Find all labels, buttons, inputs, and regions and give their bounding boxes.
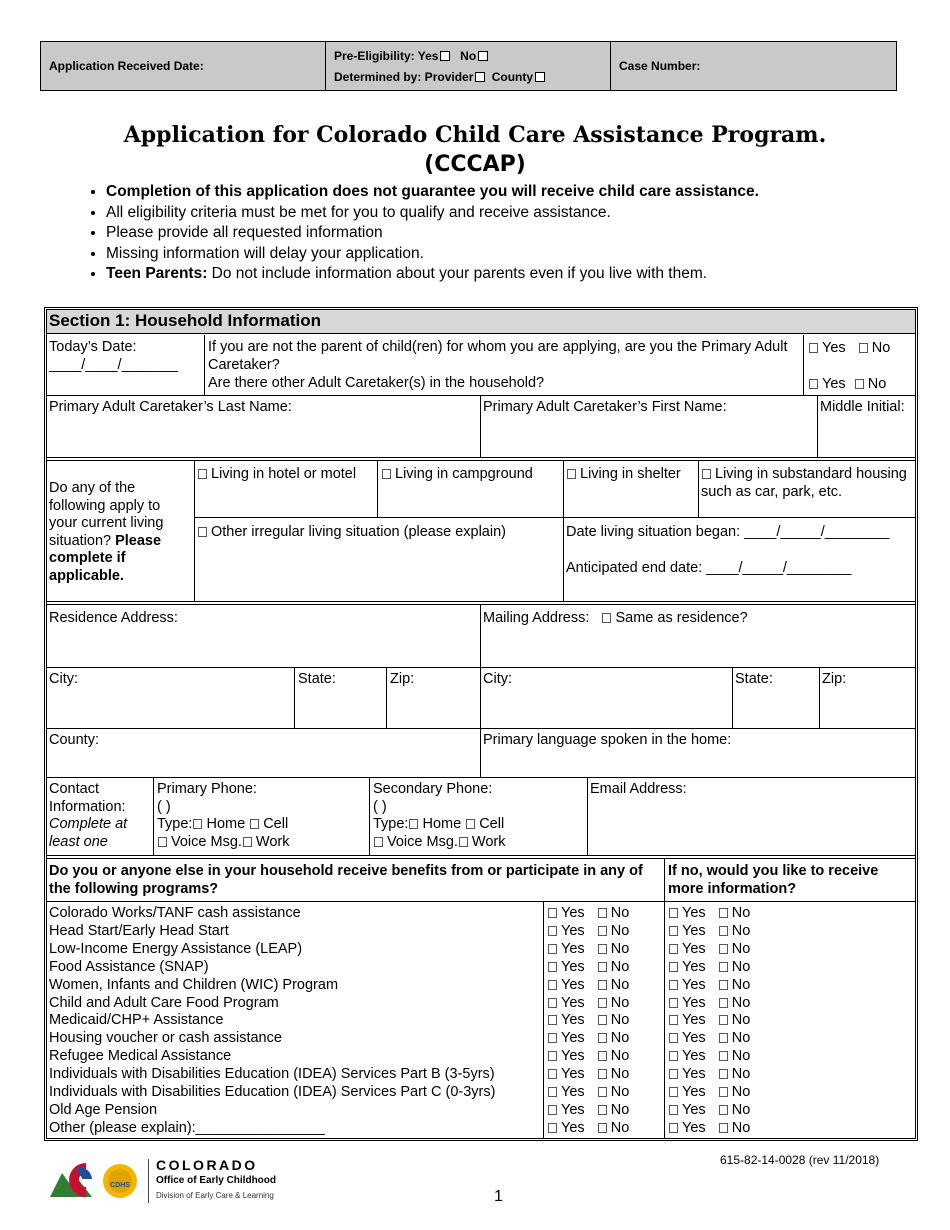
more-info-yes-checkbox[interactable] — [669, 1105, 678, 1115]
form-number: 615-82-14-0028 (rev 11/2018) — [720, 1153, 880, 1167]
program-row: Other (please explain):________________ — [49, 1119, 325, 1136]
program-participation-row — [547, 1066, 662, 1084]
residence-state-label: State: — [298, 671, 336, 687]
mailing-city-label: City: — [483, 671, 512, 687]
more-info-row — [668, 977, 783, 995]
program-participation-yes-checkbox[interactable] — [548, 998, 557, 1008]
program-participation-no-checkbox[interactable] — [598, 998, 607, 1008]
residence-city-label: City: — [49, 671, 78, 687]
more-info-yes-checkbox[interactable] — [669, 1069, 678, 1079]
shelter-checkbox[interactable] — [567, 469, 576, 479]
program-participation-no-checkbox[interactable] — [598, 1123, 607, 1133]
program-row: Child and Adult Care Food Program — [49, 994, 279, 1011]
case-number-label: Case Number: — [619, 59, 701, 73]
substandard-checkbox[interactable] — [702, 469, 711, 479]
last-name-input[interactable] — [49, 418, 477, 456]
program-row: Medicaid/CHP+ Assistance — [49, 1012, 224, 1029]
anticipated-end-field[interactable]: Anticipated end date: ____/_____/________ — [566, 560, 852, 576]
more-info-no-checkbox[interactable] — [719, 1105, 728, 1115]
teen-parents-text: Do not include information about your parents even if you live with them. — [207, 265, 708, 283]
program-participation-row — [547, 923, 662, 941]
program-participation-yes-checkbox[interactable] — [548, 908, 557, 918]
more-info-yes-checkbox[interactable] — [669, 1087, 678, 1097]
program-row: Food Assistance (SNAP) — [49, 958, 209, 975]
other-caretaker-question: Are there other Adult Caretaker(s) in the household? — [208, 375, 545, 391]
colorado-oec-logo — [48, 1157, 288, 1205]
yes-label: Yes — [561, 905, 585, 921]
mailing-zip-label: Zip: — [822, 671, 847, 687]
program-participation-yes-checkbox[interactable] — [548, 1087, 557, 1097]
program-participation-row — [547, 995, 662, 1013]
primary-language-label: Primary language spoken in the home: — [483, 732, 732, 748]
primary-caretaker-answer: Yes No — [808, 340, 890, 356]
yes-label: Yes — [682, 1030, 706, 1047]
primary-voice-checkbox[interactable] — [158, 837, 167, 847]
campground-checkbox[interactable] — [382, 469, 391, 479]
residence-zip-label: Zip: — [390, 671, 415, 687]
no-label: No — [610, 958, 630, 975]
primary-caretaker-yes-checkbox[interactable] — [809, 343, 818, 353]
program-participation-no-checkbox[interactable] — [598, 1033, 607, 1043]
same-as-residence-checkbox[interactable] — [602, 613, 611, 623]
program-participation-no-checkbox[interactable] — [598, 1015, 607, 1025]
program-participation-yes-checkbox[interactable] — [548, 980, 557, 990]
more-info-no-checkbox[interactable] — [719, 1051, 728, 1061]
yes-label: Yes — [682, 1101, 706, 1118]
pre-elig-no-checkbox[interactable] — [478, 51, 488, 61]
no-label: No — [610, 1030, 630, 1047]
program-participation-no-checkbox[interactable] — [598, 1087, 607, 1097]
page-title: Application for Colorado Child Care Assistance Program. — [123, 122, 827, 148]
secondary-home-checkbox[interactable] — [409, 819, 418, 829]
determined-by-label: Determined by: Provider — [334, 69, 474, 84]
more-info-yes-checkbox[interactable] — [669, 1051, 678, 1061]
no-label: No — [610, 940, 630, 957]
more-info-yes-checkbox[interactable] — [669, 980, 678, 990]
program-participation-no-checkbox[interactable] — [598, 962, 607, 972]
no-label: No — [610, 922, 630, 939]
other-caretaker-no-checkbox[interactable] — [855, 379, 864, 389]
program-row: Low-Income Energy Assistance (LEAP) — [49, 940, 303, 957]
more-info-yes-checkbox[interactable] — [669, 926, 678, 936]
mailing-state-label: State: — [735, 671, 773, 687]
yes-label: Yes — [561, 976, 585, 993]
program-participation-yes-checkbox[interactable] — [548, 962, 557, 972]
pre-eligibility-cell — [326, 42, 611, 90]
yes-label: Yes — [561, 1030, 585, 1047]
yes-label: Yes — [682, 1119, 706, 1136]
shelter-option[interactable]: Living in shelter — [566, 466, 681, 482]
more-info-yes-checkbox[interactable] — [669, 962, 678, 972]
program-row: Individuals with Disabilities Education (IDEA) Services Part B (3-5yrs) — [49, 1066, 495, 1083]
no-label: No — [610, 1012, 630, 1029]
yes-label: Yes — [561, 1012, 585, 1029]
no-label: No — [731, 1101, 751, 1118]
page-subtitle: (CCCAP) — [424, 152, 526, 177]
middle-initial-input[interactable] — [820, 418, 913, 456]
irregular-option[interactable]: Other irregular living situation (please explain) — [197, 524, 506, 540]
no-label: No — [610, 1066, 630, 1083]
program-participation-yes-checkbox[interactable] — [548, 1105, 557, 1115]
program-participation-yes-checkbox[interactable] — [548, 1123, 557, 1133]
more-info-no-checkbox[interactable] — [719, 1087, 728, 1097]
program-row: Housing voucher or cash assistance — [49, 1030, 282, 1047]
more-info-row — [668, 941, 783, 959]
program-row: Refugee Medical Assistance — [49, 1048, 232, 1065]
primary-work-checkbox[interactable] — [243, 837, 252, 847]
no-label: No — [610, 976, 630, 993]
irregular-checkbox[interactable] — [198, 527, 207, 537]
living-situation-question: Do any of the following apply to your current living situation? Please complete if applicable. — [49, 480, 164, 584]
no-label: No — [731, 1066, 751, 1083]
more-info-no-checkbox[interactable] — [719, 1015, 728, 1025]
yes-label: Yes — [682, 958, 706, 975]
program-participation-yes-checkbox[interactable] — [548, 926, 557, 936]
yes-label: Yes — [561, 1101, 585, 1118]
more-info-yes-checkbox[interactable] — [669, 944, 678, 954]
more-info-no-checkbox[interactable] — [719, 998, 728, 1008]
secondary-voice-checkbox[interactable] — [374, 837, 383, 847]
program-row: Individuals with Disabilities Education (IDEA) Services Part C (0-3yrs) — [49, 1084, 496, 1101]
yes-label: Yes — [561, 994, 585, 1011]
primary-caretaker-question: If you are not the parent of child(ren) for whom you are applying, are you the Primary Adult Caretaker? — [208, 339, 788, 373]
no-label: No — [610, 1119, 630, 1136]
program-participation-row — [547, 959, 662, 977]
program-participation-yes-checkbox[interactable] — [548, 1015, 557, 1025]
mailing-address-label: Mailing Address: Same as residence? — [483, 610, 748, 626]
yes-label: Yes — [561, 1048, 585, 1065]
more-info-yes-checkbox[interactable] — [669, 1123, 678, 1133]
no-label: No — [610, 905, 630, 921]
program-list — [49, 905, 539, 1138]
program-participation-no-checkbox[interactable] — [598, 1051, 607, 1061]
instruction-item — [106, 264, 759, 285]
yes-label: Yes — [682, 994, 706, 1011]
more-info-no-checkbox[interactable] — [719, 1069, 728, 1079]
yes-label: Yes — [561, 940, 585, 957]
more-info-no-checkbox[interactable] — [719, 944, 728, 954]
more-info-row — [668, 959, 783, 977]
yes-label: Yes — [682, 1084, 706, 1101]
program-answers — [547, 905, 662, 1138]
program-participation-yes-checkbox[interactable] — [548, 1033, 557, 1043]
more-info-row — [668, 1084, 783, 1102]
info-answers — [668, 905, 783, 1138]
program-participation-row — [547, 1084, 662, 1102]
date-began-field[interactable]: Date living situation began: ____/_____/________ — [566, 524, 890, 540]
benefits-question: Do you or anyone else in your household receive benefits from or participate in any of the following programs? — [49, 863, 643, 897]
yes-label: Yes — [561, 1084, 585, 1101]
no-label: No — [731, 1048, 751, 1065]
more-info-yes-checkbox[interactable] — [669, 908, 678, 918]
determined-county-checkbox[interactable] — [535, 72, 545, 82]
no-label: No — [731, 994, 751, 1011]
more-info-row — [668, 1102, 783, 1120]
yes-label: Yes — [682, 1048, 706, 1065]
more-info-no-checkbox[interactable] — [719, 962, 728, 972]
more-info-no-checkbox[interactable] — [719, 926, 728, 936]
campground-option[interactable]: Living in campground — [381, 466, 533, 482]
program-participation-row — [547, 1030, 662, 1048]
teen-parents-label: Teen Parents: — [106, 265, 208, 283]
yes-label: Yes — [682, 1012, 706, 1029]
more-info-no-checkbox[interactable] — [719, 980, 728, 990]
no-label: No — [731, 1119, 751, 1136]
logo-colorado-text: COLORADO — [156, 1157, 258, 1173]
first-name-input[interactable] — [483, 418, 815, 456]
no-label: No — [731, 1012, 751, 1029]
contact-info-label: Contact Information: Complete at least one — [49, 781, 128, 850]
secondary-cell-checkbox[interactable] — [466, 819, 475, 829]
more-info-yes-checkbox[interactable] — [669, 1033, 678, 1043]
more-info-yes-checkbox[interactable] — [669, 1015, 678, 1025]
middle-initial-label: Middle Initial: — [820, 399, 905, 415]
program-row: Head Start/Early Head Start — [49, 922, 229, 939]
logo-mark-icon — [48, 1157, 148, 1205]
no-label: No — [731, 958, 751, 975]
program-participation-row — [547, 1120, 662, 1138]
logo-cdhs-text: CDHS — [110, 1182, 130, 1189]
logo-office-text: Office of Early Childhood — [156, 1175, 277, 1186]
yes-label: Yes — [561, 1119, 585, 1136]
case-number-cell[interactable] — [611, 42, 896, 90]
program-row: Women, Infants and Children (WIC) Program — [49, 976, 339, 993]
instruction-item: • Please provide all requested information — [106, 223, 759, 244]
substandard-option[interactable]: Living in substandard housing such as car, park, etc. — [701, 466, 907, 500]
more-info-row — [668, 1030, 783, 1048]
secondary-work-checkbox[interactable] — [459, 837, 468, 847]
no-label: No — [610, 1101, 630, 1118]
program-row: Colorado Works/TANF cash assistance — [49, 905, 301, 921]
program-participation-row — [547, 905, 662, 923]
program-participation-row — [547, 1102, 662, 1120]
yes-label: Yes — [682, 1066, 706, 1083]
program-participation-row — [547, 977, 662, 995]
program-participation-row — [547, 941, 662, 959]
todays-date-label: Today’s Date: — [49, 339, 137, 355]
yes-label: Yes — [682, 905, 706, 921]
primary-home-checkbox[interactable] — [193, 819, 202, 829]
more-info-row — [668, 995, 783, 1013]
last-name-label: Primary Adult Caretaker’s Last Name: — [49, 399, 292, 415]
no-label: No — [610, 994, 630, 1011]
more-info-row — [668, 1120, 783, 1138]
pre-elig-no-label: No — [460, 48, 477, 63]
received-date-label: Application Received Date: — [49, 59, 204, 73]
program-participation-yes-checkbox[interactable] — [548, 1051, 557, 1061]
more-info-row — [668, 905, 783, 923]
program-participation-no-checkbox[interactable] — [598, 1069, 607, 1079]
more-info-row — [668, 923, 783, 941]
section-heading: Section 1: Household Information — [47, 310, 915, 334]
program-participation-row — [547, 1012, 662, 1030]
program-participation-no-checkbox[interactable] — [598, 980, 607, 990]
program-participation-row — [547, 1048, 662, 1066]
pre-elig-yes-checkbox[interactable] — [440, 51, 450, 61]
yes-label: Yes — [682, 922, 706, 939]
yes-label: Yes — [682, 976, 706, 993]
no-label: No — [610, 1084, 630, 1101]
program-participation-no-checkbox[interactable] — [598, 926, 607, 936]
hotel-checkbox[interactable] — [198, 469, 207, 479]
instruction-item: • Missing information will delay your application. — [106, 244, 759, 265]
no-label: No — [731, 976, 751, 993]
primary-caretaker-no-checkbox[interactable] — [859, 343, 868, 353]
other-caretaker-answer: Yes No — [808, 376, 886, 392]
primary-phone-field[interactable]: Primary Phone: ( ) Type: Home Cell Voice Msg. Work — [157, 781, 290, 850]
received-date-cell[interactable] — [41, 42, 326, 90]
first-name-label: Primary Adult Caretaker’s First Name: — [483, 399, 727, 415]
office-use-bar — [40, 41, 897, 91]
no-label: No — [731, 922, 751, 939]
more-info-row — [668, 1048, 783, 1066]
more-info-yes-checkbox[interactable] — [669, 998, 678, 1008]
secondary-phone-field[interactable]: Secondary Phone: ( ) Type: Home Cell Voice Msg. Work — [373, 781, 506, 850]
program-participation-yes-checkbox[interactable] — [548, 1069, 557, 1079]
program-participation-yes-checkbox[interactable] — [548, 944, 557, 954]
program-participation-no-checkbox[interactable] — [598, 908, 607, 918]
todays-date-field[interactable]: ____/____/_______ — [49, 357, 179, 373]
program-participation-no-checkbox[interactable] — [598, 1105, 607, 1115]
residence-address-label: Residence Address: — [49, 610, 178, 626]
program-participation-no-checkbox[interactable] — [598, 944, 607, 954]
more-info-question: If no, would you like to receive more information? — [668, 863, 879, 897]
no-label: No — [731, 940, 751, 957]
more-info-no-checkbox[interactable] — [719, 1123, 728, 1133]
page-number: 1 — [494, 1188, 503, 1205]
other-caretaker-yes-checkbox[interactable] — [809, 379, 818, 389]
determined-provider-checkbox[interactable] — [475, 72, 485, 82]
more-info-no-checkbox[interactable] — [719, 908, 728, 918]
no-label: No — [731, 1030, 751, 1047]
county-label: County: — [49, 732, 99, 748]
yes-label: Yes — [561, 922, 585, 939]
email-address-label: Email Address: — [590, 781, 687, 797]
instruction-item: • All eligibility criteria must be met for you to qualify and receive assistance. — [106, 203, 759, 224]
no-label: No — [731, 1084, 751, 1101]
program-row: Old Age Pension — [49, 1101, 158, 1118]
instruction-item: • Completion of this application does not guarantee you will receive child care assistance. — [106, 182, 759, 203]
logo-division-text: Division of Early Care & Learning — [156, 1191, 274, 1200]
no-label: No — [731, 905, 751, 921]
primary-cell-checkbox[interactable] — [250, 819, 259, 829]
determined-county-label: County — [491, 69, 534, 84]
no-label: No — [610, 1048, 630, 1065]
more-info-no-checkbox[interactable] — [719, 1033, 728, 1043]
yes-label: Yes — [682, 940, 706, 957]
yes-label: Yes — [561, 958, 585, 975]
pre-eligibility-label: Pre-Eligibility: Yes — [334, 48, 439, 63]
more-info-row — [668, 1066, 783, 1084]
more-info-row — [668, 1012, 783, 1030]
yes-label: Yes — [561, 1066, 585, 1083]
instructions-list — [76, 182, 759, 285]
hotel-option[interactable]: Living in hotel or motel — [197, 466, 356, 482]
